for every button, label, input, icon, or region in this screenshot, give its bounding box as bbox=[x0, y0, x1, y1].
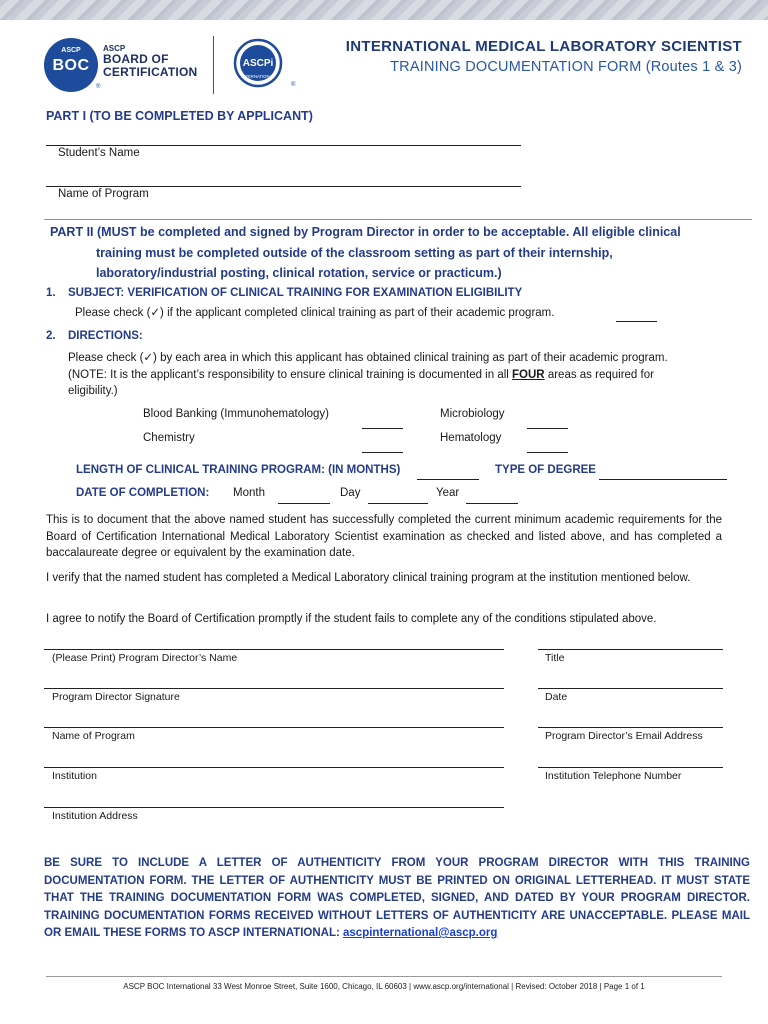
director-email-label: Program Director’s Email Address bbox=[545, 730, 703, 742]
area-blood-banking-check[interactable] bbox=[362, 428, 403, 429]
part2-line-1: PART II (MUST be completed and signed by Program Director in order to be acceptable. All eligible clinical bbox=[50, 225, 681, 239]
section-1-number: 1. bbox=[46, 287, 56, 299]
signature-date-field[interactable] bbox=[538, 688, 723, 689]
statement-documentation: This is to document that the above named student has successfully completed the current minimum academic requirements for the Board of Certification International Medical Laboratory Scientist examination as checked and listed above, and has completed a baccalaureate degree or equivalent by the examination date. bbox=[46, 514, 722, 559]
logo-line-2: CERTIFICATION bbox=[103, 65, 198, 79]
area-chemistry-check[interactable] bbox=[362, 452, 403, 453]
institution-address-label: Institution Address bbox=[52, 810, 138, 822]
completion-date-label: DATE OF COMPLETION: bbox=[76, 487, 210, 499]
section-2-text bbox=[68, 350, 724, 400]
student-name-label: Student’s Name bbox=[58, 147, 140, 159]
form-title: INTERNATIONAL MEDICAL LABORATORY SCIENTIST bbox=[345, 38, 742, 55]
degree-type-field[interactable] bbox=[599, 479, 727, 480]
intl-logo-ring-text: INTERNATIONAL bbox=[241, 74, 275, 79]
part2-divider bbox=[44, 219, 752, 220]
day-label: Day bbox=[340, 487, 361, 499]
area-microbiology-check[interactable] bbox=[527, 428, 568, 429]
section-1-text: Please check (✓) if the applicant completed clinical training as part of their academic program. bbox=[75, 307, 555, 319]
institution-phone-field[interactable] bbox=[538, 767, 723, 768]
director-signature-field[interactable] bbox=[44, 688, 504, 689]
note-post: areas as required for bbox=[544, 368, 654, 381]
institution-field[interactable] bbox=[44, 767, 504, 768]
part2-line-2: training must be completed outside of the classroom setting as part of their internship, bbox=[96, 245, 613, 260]
section-2-number: 2. bbox=[46, 330, 56, 342]
area-blood-banking-label: Blood Banking (Immunohematology) bbox=[143, 408, 330, 420]
registered-mark: ® bbox=[96, 84, 101, 90]
logo-line-1: BOARD OF bbox=[103, 52, 169, 66]
directions-note bbox=[68, 367, 724, 384]
directions-line-c: eligibility.) bbox=[68, 385, 118, 397]
training-length-label: LENGTH OF CLINICAL TRAINING PROGRAM: (IN MONTHS) bbox=[76, 464, 401, 476]
director-name-label: (Please Print) Program Director’s Name bbox=[52, 652, 238, 664]
program-name-sig-label: Name of Program bbox=[52, 730, 135, 742]
logo-boc-text: BOC bbox=[52, 57, 90, 74]
logo-boc-small-text: ASCP bbox=[61, 47, 81, 54]
page-footer: ASCP BOC International 33 West Monroe Street, Suite 1600, Chicago, IL 60603 | www.ascp.org/international | Revised: October 2018 | Page 1 of 1 bbox=[123, 982, 645, 991]
footer-divider bbox=[46, 976, 722, 977]
signature-date-label: Date bbox=[545, 691, 568, 703]
form-subtitle: TRAINING DOCUMENTATION FORM (Routes 1 & 3) bbox=[390, 59, 742, 75]
year-label: Year bbox=[436, 487, 460, 499]
area-microbiology-label: Microbiology bbox=[440, 408, 505, 420]
program-name-label: Name of Program bbox=[58, 188, 149, 200]
statement-agreement: I agree to notify the Board of Certification promptly if the student fails to complete any of the conditions stipulated above. bbox=[46, 613, 657, 625]
part1-heading: PART I (TO BE COMPLETED BY APPLICANT) bbox=[46, 109, 313, 123]
director-name-field[interactable] bbox=[44, 649, 504, 650]
intl-logo-text: ASCPi bbox=[242, 58, 274, 69]
area-hematology-label: Hematology bbox=[440, 432, 502, 444]
year-field[interactable] bbox=[466, 503, 518, 504]
section-1-heading: SUBJECT: VERIFICATION OF CLINICAL TRAINING FOR EXAMINATION ELIGIBILITY bbox=[68, 287, 523, 299]
registered-mark-2: ® bbox=[291, 82, 296, 88]
logo-ascp-text: ASCP bbox=[103, 44, 126, 53]
directions-line-a: Please check (✓) by each area in which this applicant has obtained clinical training as part of their academic program. bbox=[68, 352, 668, 364]
director-signature-label: Program Director Signature bbox=[52, 691, 180, 703]
note-four: FOUR bbox=[512, 368, 545, 381]
ascp-international-email-link[interactable]: ascpinternational@ascp.org bbox=[343, 927, 498, 939]
training-length-field[interactable] bbox=[417, 479, 479, 480]
institution-address-field[interactable] bbox=[44, 807, 504, 808]
month-field[interactable] bbox=[278, 503, 330, 504]
director-title-label: Title bbox=[545, 652, 565, 664]
section-2-heading: DIRECTIONS: bbox=[68, 330, 143, 342]
authenticity-notice-text: BE SURE TO INCLUDE A LETTER OF AUTHENTICITY FROM YOUR PROGRAM DIRECTOR WITH THIS TRAINING DOCUMENTATION FORM. THE LETTER OF AUTHENTICITY MUST BE PRINTED ON ORIGINAL LETTERHEAD. IT MUST STATE THAT THE TRAINING DOCUMENTATION FORM WAS COMPLETED, SIGNED, AND DATED BY YOUR PROGRAM DIRECTOR. TRAINING DOCUMENTATION FORMS RECEIVED WITHOUT LETTERS OF AUTHENTICITY ARE UNACCEPTABLE. PLEASE MAIL OR EMAIL THESE FORMS TO ASCP INTERNATIONAL: bbox=[44, 857, 750, 939]
month-label: Month bbox=[233, 487, 265, 499]
logo-divider bbox=[213, 36, 214, 94]
day-field[interactable] bbox=[368, 503, 428, 504]
ascp-boc-logo bbox=[44, 38, 101, 92]
student-name-field[interactable] bbox=[46, 145, 521, 146]
statement-verification: I verify that the named student has completed a Medical Laboratory clinical training program at the institution mentioned below. bbox=[46, 572, 691, 584]
clinical-training-check-field[interactable] bbox=[616, 321, 657, 322]
institution-phone-label: Institution Telephone Number bbox=[545, 770, 682, 782]
degree-type-label: TYPE OF DEGREE bbox=[495, 464, 596, 476]
decorative-header-band bbox=[0, 0, 768, 20]
area-hematology-check[interactable] bbox=[527, 452, 568, 453]
part2-line-3: laboratory/industrial posting, clinical rotation, service or practicum.) bbox=[96, 266, 502, 280]
program-name-sig-field[interactable] bbox=[44, 727, 504, 728]
institution-label: Institution bbox=[52, 770, 97, 782]
note-pre: (NOTE: It is the applicant’s responsibility to ensure clinical training is documented in all bbox=[68, 368, 513, 381]
authenticity-notice bbox=[44, 855, 750, 943]
board-of-certification-wordmark bbox=[103, 44, 197, 79]
part2-heading bbox=[50, 222, 740, 284]
program-name-field[interactable] bbox=[46, 186, 521, 187]
ascp-international-logo bbox=[228, 38, 288, 88]
director-title-field[interactable] bbox=[538, 649, 723, 650]
area-chemistry-label: Chemistry bbox=[143, 432, 195, 444]
director-email-field[interactable] bbox=[538, 727, 723, 728]
